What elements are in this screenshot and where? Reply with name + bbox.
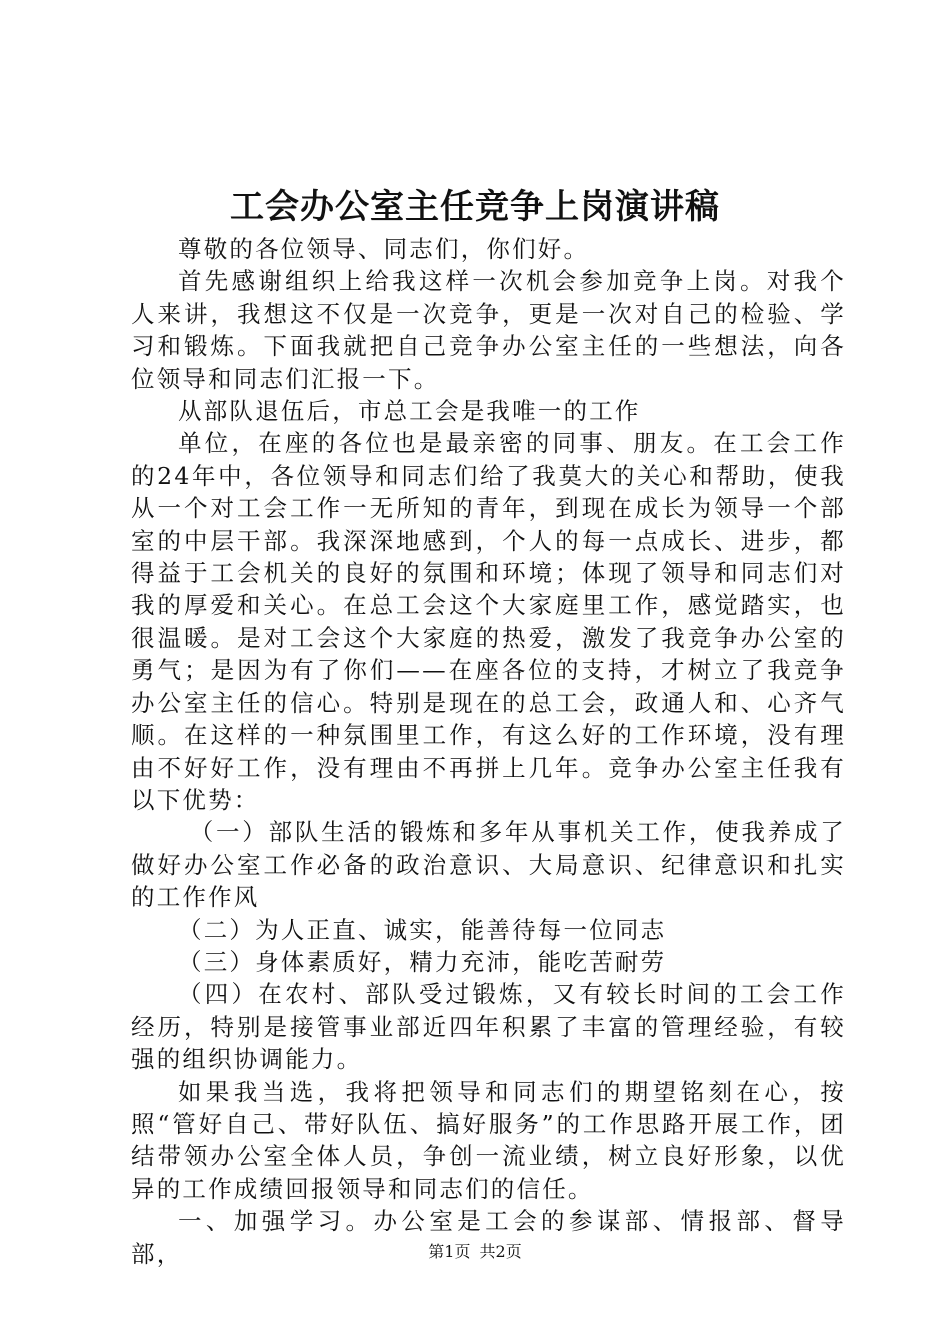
paragraph-pledge: 如果我当选，我将把领导和同志们的期望铭刻在心，按照“管好自己、带好队伍、搞好服务”的工作思路开展工作，团结带领办公室全体人员，争创一流业绩，树立良好形象，以优异的工作成绩回报领导和同志们的信任。: [131, 1077, 846, 1203]
paragraph-advantage-4: （四）在农村、部队受过锻炼，又有较长时间的工会工作经历，特别是接管事业部近四年积累了丰富的管理经验，有较强的组织协调能力。: [131, 980, 846, 1074]
paragraph-advantage-1: （一）部队生活的锻炼和多年从事机关工作，使我养成了做好办公室工作必备的政治意识、大局意识、纪律意识和扎实的工作作风: [131, 818, 846, 912]
paragraph-greeting: 尊敬的各位领导、同志们，你们好。: [178, 235, 590, 263]
page-total: 共2页: [479, 1242, 522, 1261]
paragraph-background: 从部队退伍后，市总工会是我唯一的工作: [178, 397, 641, 426]
document-body: [131, 233, 846, 1270]
paragraph-advantage-2: （二）为人正直、诚实，能善待每一位同志: [178, 915, 667, 944]
paragraph-point-1: 一、加强学习。办公室是工会的参谋部、情报部、督导部，: [131, 1207, 846, 1268]
paragraph-intro: 首先感谢组织上给我这样一次机会参加竞争上岗。对我个人来讲，我想这不仅是一次竞争，更是一次对自己的检验、学习和锻炼。下面我就把自己竞争办公室主任的一些想法，向各位领导和同志们汇报一下。: [131, 267, 846, 393]
page-number: 第1页: [428, 1242, 471, 1261]
paragraph-advantage-3: （三）身体素质好，精力充沛，能吃苦耐劳: [178, 947, 667, 976]
document-title: 工会办公室主任竞争上岗演讲稿: [230, 187, 720, 227]
paragraph-experience: 单位，在座的各位也是最亲密的同事、朋友。在工会工作的24年中，各位领导和同志们给了我莫大的关心和帮助，使我从一个对工会工作一无所知的青年，到现在成长为领导一个部室的中层干部。我深深地感到，个人的每一点成长、进步，都得益于工会机关的良好的氛围和环境；体现了领导和同志们对我的厚爱和关心。在总工会这个大家庭里工作，感觉踏实，也很温暖。是对工会这个大家庭的热爱，激发了我竞争办公室的勇气；是因为有了你们——在座各位的支持，才树立了我竞争办公室主任的信心。特别是现在的总工会，政通人和、心齐气顺。在这样的一种氛围里工作，有这么好的工作环境，没有理由不好好工作，没有理由不再拼上几年。竞争办公室主任我有以下优势：: [131, 429, 846, 814]
page-footer: [0, 1240, 950, 1264]
